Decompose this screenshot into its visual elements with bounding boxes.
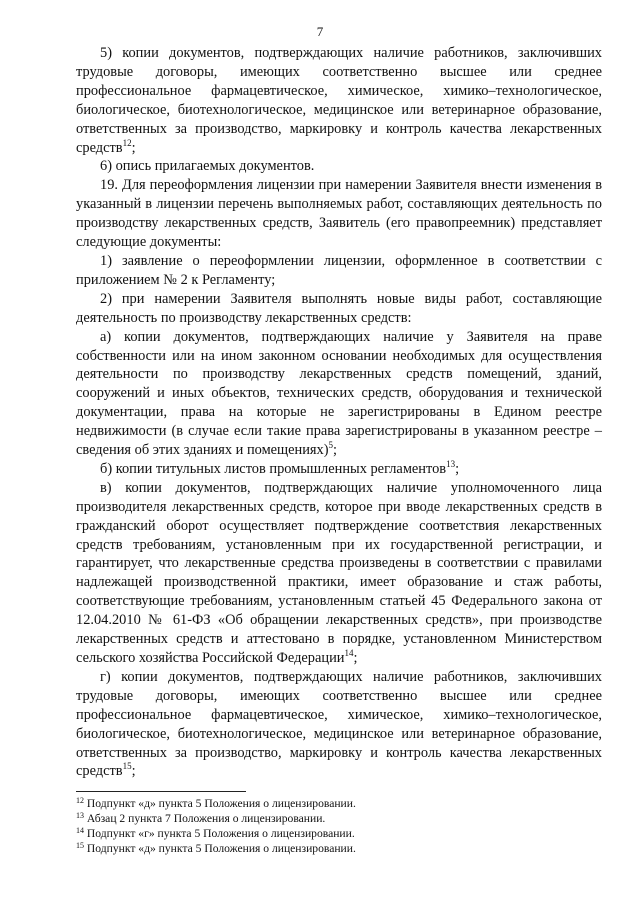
footnote-separator <box>76 791 246 792</box>
footnote-ref: 13 <box>446 458 456 469</box>
footnote: $^{14}$ Подпункт «г» пункта 5 Положения о лицензировании. <box>76 826 355 840</box>
footnote: $^{13}$ Абзац 2 пункта 7 Положения о лицензировании. <box>76 811 326 825</box>
paragraph-sub-v: в) копии документов, подтверждающих наличие уполномоченного лица производителя лекарственных средств, которое при вводе лекарственных средств в гражданский оборот осуществляет подтверждение соответствия лекарственных средств требованиям, установленным при их государственной регистрации, и гарантирует, что лекарственные средства произведены в соответствии с правилами надлежащей производственной практики, имеет образование и стаж работы, соответствующие требованиям, установленным статьей 45 Федерального закона от 12.04.2010 № 61-ФЗ «Об обращении лекарственных средств», при производстве лекарственных средств и аттестовано в порядке, установленном Министерством сельского хозяйства Российской Федерации$^{14}$; <box>76 479 602 666</box>
paragraph-sub-a: а) копии документов, подтверждающих наличие у Заявителя на праве собственности или на ином законном основании необходимых для осуществления деятельности по производству лекарственных средств помещений, зданий, сооружений и иных объектов, технических средств, оборудования и технической документации, права на которые не зарегистрированы в Едином реестре недвижимости (в случае если такие права зарегистрированы в указанном реестре – сведения об этих зданиях и помещениях)$^5$; <box>76 328 602 459</box>
footnote-ref: 5 <box>328 440 334 451</box>
footnote-ref: 14 <box>344 648 354 658</box>
paragraph-item-6: 6) опись прилагаемых документов. <box>100 158 315 175</box>
footnote-number: 14 <box>76 826 84 835</box>
paragraph-sub-b: б) копии титульных листов промышленных регламентов$^{13}$; <box>100 458 460 477</box>
paragraph-sub-g: г) копии документов, подтверждающих наличие работников, заключивших трудовые договоры, имеющих соответственно высшее или среднее профессиональное фармацевтическое, химическое, химико–технологическое, биологическое, биотехнологическое, медицинское или ветеринарное образование, ответственных за производство, маркировку и контроль качества лекарственных средств$^{15}$; <box>76 668 602 780</box>
footnote: $^{12}$ Подпункт «д» пункта 5 Положения о лицензировании. <box>76 796 356 810</box>
page-number: 7 <box>316 24 324 39</box>
footnotes <box>76 796 602 856</box>
paragraph-sub-1: 1) заявление о переоформлении лицензии, оформленное в соответствии с приложением № 2 к Регламенту; <box>76 252 602 288</box>
footnote-ref: 12 <box>122 137 132 148</box>
document-body <box>76 44 602 781</box>
paragraph-item-5: 5) копии документов, подтверждающих наличие работников, заключивших трудовые договоры, имеющих соответственно высшее или среднее профессиональное фармацевтическое, химическое, химико–технологическое, биологическое, биотехнологическое, медицинское или ветеринарное образование, ответственных за производство, маркировку и контроль качества лекарственных средств$^{12}$; <box>76 45 602 156</box>
footnote-number: 13 <box>76 811 84 820</box>
footnote-number: 15 <box>76 841 84 850</box>
paragraph-sub-2: 2) при намерении Заявителя выполнять новые виды работ, составляющие деятельность по производству лекарственных средств: <box>76 290 602 326</box>
paragraph-clause-19: 19. Для переоформления лицензии при намерении Заявителя внести изменения в указанный в лицензии перечень выполняемых работ, составляющих деятельность по производству лекарственных средств, Заявитель (его правопреемник) представляет следующие документы: <box>76 177 602 251</box>
footnote-number: 12 <box>76 796 84 805</box>
footnote: $^{15}$ Подпункт «д» пункта 5 Положения о лицензировании. <box>76 841 356 855</box>
footnote-ref: 15 <box>122 761 132 772</box>
